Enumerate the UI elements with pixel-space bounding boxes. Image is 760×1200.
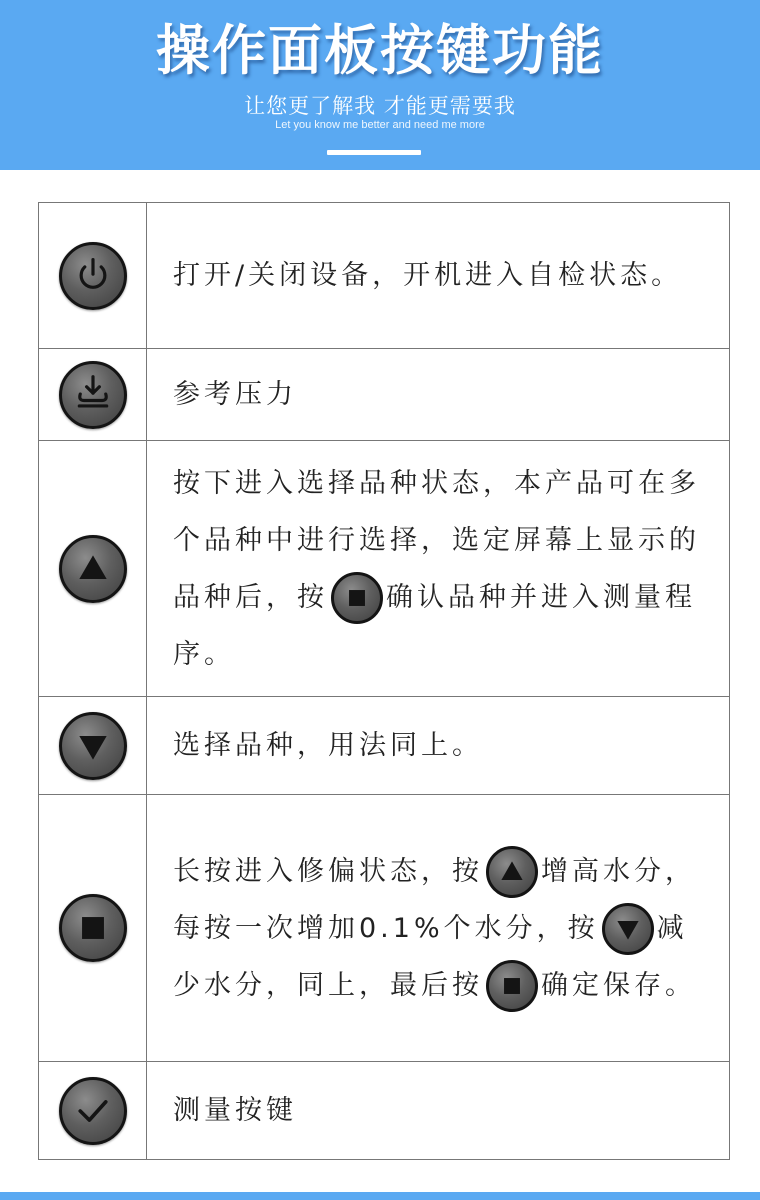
down-triangle-icon: [59, 712, 127, 780]
power-icon: [59, 242, 127, 310]
down-triangle-icon: [602, 903, 654, 955]
table-row: [39, 794, 729, 1061]
check-icon: [59, 1077, 127, 1145]
up-triangle-icon: [59, 535, 127, 603]
header-banner: [0, 0, 760, 170]
table-row: [39, 696, 729, 794]
table-row: [39, 203, 729, 348]
header-divider: [327, 150, 421, 155]
page-subtitle-english: Let you know me better and need me more: [275, 119, 485, 131]
page-title: 操作面板按键功能: [156, 19, 604, 82]
stop-square-icon: [331, 572, 383, 624]
reference-pressure-icon: [59, 361, 127, 429]
button-function-table: [38, 202, 730, 1160]
table-row: [39, 440, 729, 696]
row-description: 长按进入修偏状态，按 增高水分，每按一次增加0.1%个水分，按 减少水分，同上，最后按 确定保存。: [173, 843, 717, 1014]
row-description: 参考压力: [173, 379, 297, 410]
footer-bar: [0, 1192, 760, 1200]
row-description: 选择品种，用法同上。: [173, 730, 483, 761]
stop-square-icon: [486, 960, 538, 1012]
table-row: [39, 1061, 729, 1159]
page-subtitle: 让您更了解我 才能更需要我: [244, 94, 516, 118]
row-description: 打开/关闭设备，开机进入自检状态。: [173, 260, 683, 291]
up-triangle-icon: [486, 846, 538, 898]
table-row: [39, 348, 729, 440]
row-description: 测量按键: [173, 1095, 297, 1126]
stop-square-icon: [59, 894, 127, 962]
row-description: 按下进入选择品种状态，本产品可在多个品种中进行选择，选定屏幕上显示的品种后，按 确认品种并进入测量程序。: [173, 467, 700, 670]
